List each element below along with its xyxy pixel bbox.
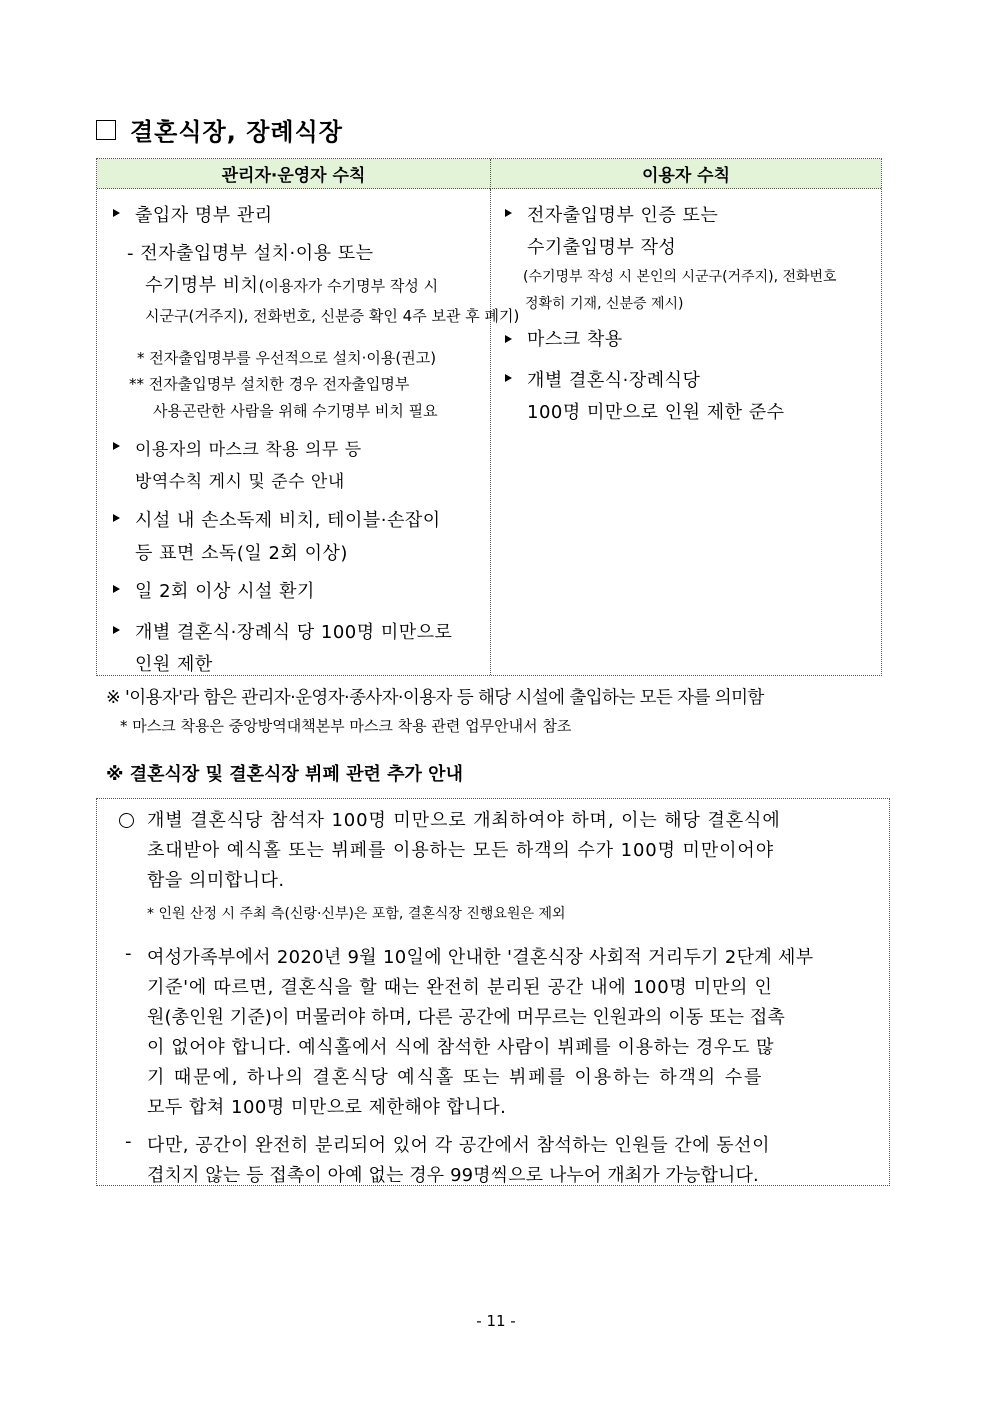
section-heading [96, 112, 343, 147]
extra-para-1: 개별 결혼식당 참석자 100명 미만으로 개최하여야 하며, 이는 해당 결혼식에 [147, 810, 781, 831]
left-subitem-line: 시군구(거주지), 전화번호, 신분증 확인 4주 보관 후 폐기) [145, 307, 520, 325]
extra-para-2: 기 때문에, 하나의 결혼식당 예식홀 또는 뷔페를 이용하는 하객의 수를 [147, 1067, 764, 1088]
note-mask-reference: * 마스크 착용은 중앙방역대책본부 마스크 착용 관련 업무안내서 참조 [120, 717, 572, 735]
extra-para-2: 여성가족부에서 2020년 9월 10일에 안내한 '결혼식장 사회적 거리두기 2단계 세부 [147, 947, 814, 968]
header-manager-rules: 관리자·운영자 수칙 [97, 159, 490, 189]
triangle-bullet-icon [505, 209, 512, 217]
left-subitem-line [145, 271, 438, 297]
extra-para-2: 모두 합쳐 100명 미만으로 제한해야 합니다. [147, 1097, 507, 1118]
left-item-mask-notice-cont: 방역수칙 게시 및 준수 안내 [135, 472, 345, 492]
section-title: 결혼식장, 장례식장 [130, 118, 343, 146]
column-divider [490, 189, 491, 675]
left-item-capacity: 개별 결혼식·장례식 당 100명 미만으로 [135, 622, 453, 643]
left-item-ventilation: 일 2회 이상 시설 환기 [135, 581, 315, 602]
note-user-definition: ※ '이용자'라 함은 관리자·운영자·종사자·이용자 등 해당 시설에 출입하는 모든 자를 의미함 [106, 688, 764, 708]
left-subitem-sub: (이용자가 수기명부 작성 시 [258, 277, 439, 295]
circle-bullet-icon [119, 813, 134, 828]
extra-para-3: 겹치지 않는 등 접촉이 아예 없는 경우 99명씩으로 나누어 개최가 가능합니다. [147, 1165, 759, 1186]
right-item-mask: 마스크 착용 [527, 329, 623, 350]
header-user-rules: 이용자 수칙 [490, 159, 881, 189]
left-subitem-line: - 전자출입명부 설치·이용 또는 [127, 243, 374, 264]
triangle-bullet-icon [113, 585, 120, 593]
left-item-sanitizer: 시설 내 손소독제 비치, 테이블·손잡이 [135, 510, 441, 531]
left-note-2-cont: 사용곤란한 사람을 위해 수기명부 비치 필요 [153, 402, 438, 420]
left-item-capacity-cont: 인원 제한 [135, 654, 213, 675]
left-item-visitor-log: 출입자 명부 관리 [135, 205, 273, 226]
right-item-visitor-log: 전자출입명부 인증 또는 [527, 205, 719, 226]
triangle-bullet-icon [505, 374, 512, 382]
extra-section-title: ※ 결혼식장 및 결혼식장 뷔페 관련 추가 안내 [106, 764, 463, 785]
extra-para-2: 기준'에 따르면, 결혼식을 할 때는 완전히 분리된 공간 내에 100명 미만의 인 [147, 977, 773, 998]
checkbox-square-icon [96, 120, 116, 140]
triangle-bullet-icon [113, 209, 120, 217]
left-item-sanitizer-cont: 등 표면 소독(일 2회 이상) [135, 543, 348, 564]
left-note-2: ** 전자출입명부 설치한 경우 전자출입명부 [129, 375, 410, 393]
triangle-bullet-icon [113, 442, 120, 450]
triangle-bullet-icon [505, 335, 512, 343]
triangle-bullet-icon [113, 626, 120, 634]
right-item-capacity: 개별 결혼식·장례식당 [527, 370, 701, 391]
extra-para-1: 초대받아 예식홀 또는 뷔페를 이용하는 모든 하객의 수가 100명 미만이어야 [147, 840, 775, 861]
right-item-visitor-log-sub: (수기명부 작성 시 본인의 시군구(거주지), 전화번호 [523, 269, 837, 285]
extra-para-2: 원(총인원 기준)이 머물러야 하며, 다른 공간에 머무르는 인원과의 이동 또는 접촉 [147, 1007, 785, 1028]
extra-para-3: 다만, 공간이 완전히 분리되어 있어 각 공간에서 참석하는 인원들 간에 동선이 [147, 1135, 770, 1156]
dash-bullet: - [125, 943, 132, 964]
page-number: - 11 - [476, 1312, 516, 1330]
rules-table [96, 158, 882, 676]
extra-para-2: 이 없어야 합니다. 예식홀에서 식에 참석한 사람이 뷔페를 이용하는 경우도 많 [147, 1037, 775, 1058]
right-item-capacity-cont: 100명 미만으로 인원 제한 준수 [527, 402, 785, 423]
extra-para-1: 함을 의미합니다. [147, 870, 285, 891]
extra-info-box [96, 798, 890, 1186]
right-item-visitor-log-sub-cont: 정확히 기재, 신분증 제시) [525, 296, 684, 312]
left-item-mask-notice: 이용자의 마스크 착용 의무 등 [135, 440, 362, 460]
left-subitem-main: 수기명부 비치 [145, 275, 259, 296]
triangle-bullet-icon [113, 514, 120, 522]
extra-para-1-note: * 인원 산정 시 주최 측(신랑·신부)은 포함, 결혼식장 진행요원은 제외 [147, 906, 566, 922]
left-note-1: * 전자출입명부를 우선적으로 설치·이용(권고) [137, 349, 437, 367]
right-item-visitor-log-cont: 수기출입명부 작성 [527, 237, 677, 258]
dash-bullet: - [125, 1131, 132, 1152]
